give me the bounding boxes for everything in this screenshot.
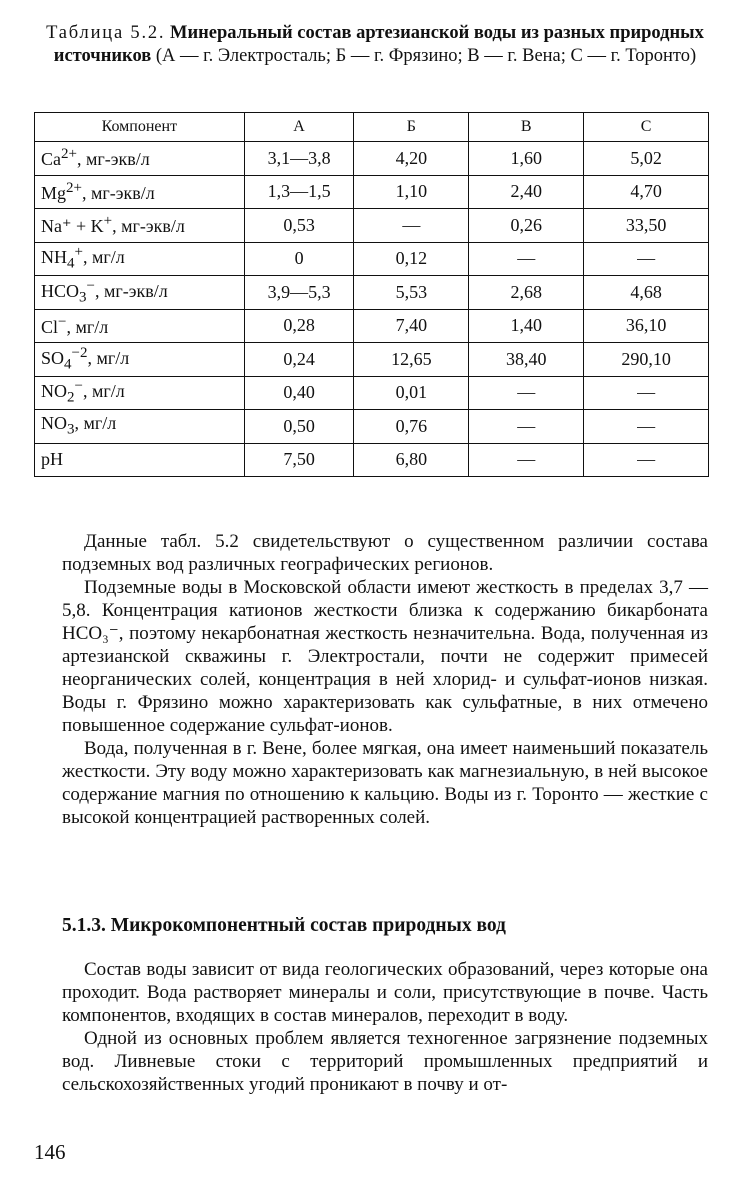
paragraph: Вода, полученная в г. Вене, более мягкая, она имеет наименьший показатель жесткости. Эту воду можно характеризовать как магнезиальную, в ней высокое содержание магния по отношению к кальцию. Воды из г. Торонто — жесткие с высокой концентрацией растворенных солей. [62,738,708,828]
component-symbol: pH [41,449,63,470]
header-v: В [469,113,584,142]
value-v: — [469,242,584,276]
component-symbol: NO [41,381,67,402]
value-a: 3,9—5,3 [244,276,354,310]
value-b: 0,01 [354,376,469,410]
component-symbol: Cl [41,316,59,337]
value-a: 0,53 [244,209,354,243]
value-v: 1,60 [469,142,584,176]
component-symbol: NO [41,413,67,434]
table-row [35,376,709,410]
paragraph: Одной из основных проблем является техногенное загрязнение подземных вод. Ливневые стоки с территорий промышленных предприятий и сельскохозяйственных угодий проникают в почву и от- [62,1028,708,1095]
value-b: 5,53 [354,276,469,310]
table-row [35,175,709,209]
component-superscript: 2+ [61,146,77,163]
paragraph: Состав воды зависит от вида геологических образований, через которые она проходит. Вода растворяет минералы и соли, присутствующие в почве. Часть компонентов, входящих в состав минералов, переходит в воду. [62,959,708,1026]
component-symbol: HCO [41,280,80,301]
section-heading: 5.1.3. Микрокомпонентный состав природных вод [62,915,506,936]
body-text-2 [62,958,708,1096]
component-cell [35,142,245,176]
caption-title: Минеральный состав артезианской воды из разных природных источников [53,23,704,66]
value-b: 4,20 [354,142,469,176]
body-text-1 [62,530,708,829]
header-component: Компонент [35,113,245,142]
value-a: 7,50 [244,443,354,477]
value-c: 4,68 [584,276,709,310]
value-b: 1,10 [354,175,469,209]
component-unit: , мг/л [82,381,125,402]
component-symbol: Na⁺ + K [41,216,104,237]
table-body [35,142,709,477]
component-cell [35,309,245,343]
value-c: 33,50 [584,209,709,243]
component-superscript: − [58,313,67,330]
value-b: 6,80 [354,443,469,477]
value-a: 1,3—1,5 [244,175,354,209]
component-unit: , мг-экв/л [76,149,150,170]
header-b: Б [354,113,469,142]
component-cell [35,209,245,243]
value-v: 2,68 [469,276,584,310]
value-b: 0,76 [354,410,469,444]
component-cell [35,343,245,377]
component-symbol: SO [41,347,65,368]
component-symbol: Ca [41,149,61,170]
component-subscript: 3 [67,422,75,439]
value-b: 12,65 [354,343,469,377]
value-v: — [469,443,584,477]
table-row [35,242,709,276]
component-unit: , мг/л [82,247,125,268]
component-unit: , мг-экв/л [112,216,185,237]
table-row [35,209,709,243]
paragraph: Данные табл. 5.2 свидетельствуют о существенном различии состава подземных вод различных географических регионов. [62,531,708,575]
value-c: — [584,376,709,410]
caption-lead: Таблица 5.2. [46,23,166,43]
component-superscript: 2+ [66,179,82,196]
mineral-composition-table [34,112,709,477]
table-row [35,443,709,477]
component-superscript: − [74,378,83,395]
table-header-row [35,113,709,142]
component-superscript: + [103,213,113,230]
component-superscript: + [74,244,83,261]
component-cell [35,175,245,209]
table-row [35,142,709,176]
caption-note: (А — г. Электросталь; Б — г. Фрязино; В — г. Вена; С — г. Торонто) [155,46,697,66]
component-superscript: − [86,277,95,294]
table-caption [40,22,710,68]
component-unit: , мг/л [74,413,117,434]
value-v: 1,40 [469,309,584,343]
value-b: — [354,209,469,243]
value-a: 0,24 [244,343,354,377]
value-a: 0 [244,242,354,276]
component-superscript: −2 [71,344,88,361]
component-subscript: 4 [64,356,72,373]
value-a: 0,50 [244,410,354,444]
header-c: С [584,113,709,142]
table-row [35,309,709,343]
value-v: — [469,410,584,444]
value-c: — [584,410,709,444]
component-unit: , мг/л [87,347,130,368]
header-a: А [244,113,354,142]
component-cell [35,276,245,310]
value-c: 5,02 [584,142,709,176]
component-symbol: Mg [41,182,67,203]
value-b: 7,40 [354,309,469,343]
table-row [35,343,709,377]
component-cell [35,376,245,410]
value-a: 0,40 [244,376,354,410]
value-v: 2,40 [469,175,584,209]
table-row [35,276,709,310]
value-v: — [469,376,584,410]
value-a: 0,28 [244,309,354,343]
paragraph: Подземные воды в Московской области имеют жесткость в пределах 3,7 — 5,8. Концентрация катионов жесткости близка к содержанию бикарбоната HCO₃⁻, поэтому некарбонатная жесткость незначительна. Вода, полученная из артезианской скважины г. Электростали, почти не содержит примесей неорганических солей, концентрация в ней хлорид- и сульфат-ионов низкая. Воды г. Фрязино можно характеризовать как сульфатные, в них отмечено повышенное содержание сульфат-ионов. [62,577,708,736]
page-number: 146 [34,1140,66,1164]
value-v: 38,40 [469,343,584,377]
component-symbol: NH [41,247,67,268]
component-cell [35,410,245,444]
component-unit: , мг-экв/л [94,280,168,301]
value-c: — [584,443,709,477]
component-subscript: 2 [67,390,75,407]
value-c: 36,10 [584,309,709,343]
component-cell [35,242,245,276]
value-c: 290,10 [584,343,709,377]
component-unit: , мг/л [66,316,109,337]
component-subscript: 3 [79,289,87,306]
value-b: 0,12 [354,242,469,276]
component-subscript: 4 [67,256,75,273]
value-a: 3,1—3,8 [244,142,354,176]
value-c: — [584,242,709,276]
component-cell [35,443,245,477]
component-unit: , мг-экв/л [81,182,155,203]
table-row [35,410,709,444]
value-c: 4,70 [584,175,709,209]
value-v: 0,26 [469,209,584,243]
